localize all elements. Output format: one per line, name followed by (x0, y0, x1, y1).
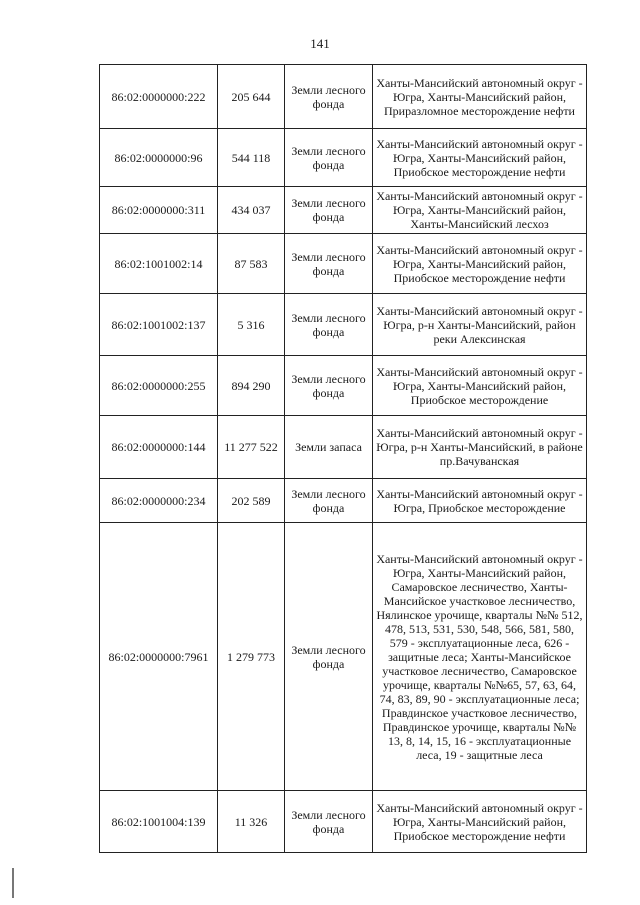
area-cell: 11 326 (218, 791, 285, 853)
table-row (100, 356, 587, 416)
cadastral-number-cell: 86:02:0000000:234 (100, 479, 218, 523)
location-cell: Ханты-Мансийский автономный округ - Югра, р-н Ханты-Мансийский, в районе пр.Вачуванская (373, 416, 587, 479)
category-cell: Земли лесного фонда (285, 523, 373, 791)
category-cell: Земли лесного фонда (285, 65, 373, 129)
location-cell: Ханты-Мансийский автономный округ - Югра, Ханты-Мансийский район, Самаровское лесничество, Ханты-Мансийское участковое лесничество, Нялинское урочище, кварталы №№ 512, 478, 513, 531, 530, 548, 566, 581, 580, 579 - эксплуатационные леса, 626 - защитные леса; Ханты-Мансийское участковое лесничество, Самаровское урочище, кварталы №№65, 57, 63, 64, 74, 83, 89, 90 - эксплуатационные леса; Правдинское участковое лесничество, Правдинское урочище, кварталы №№ 13, 8, 14, 15, 16 - эксплуатационные леса, 19 - защитные леса (373, 523, 587, 791)
cadastral-number-cell: 86:02:0000000:96 (100, 129, 218, 187)
area-cell: 434 037 (218, 187, 285, 234)
table-row (100, 294, 587, 356)
location-cell: Ханты-Мансийский автономный округ - Югра, Ханты-Мансийский район, Ханты-Мансийский лесхоз (373, 187, 587, 234)
cadastral-number-cell: 86:02:0000000:144 (100, 416, 218, 479)
area-cell: 11 277 522 (218, 416, 285, 479)
location-cell: Ханты-Мансийский автономный округ - Югра, р-н Ханты-Мансийский, район реки Алексинская (373, 294, 587, 356)
cadastral-number-cell: 86:02:0000000:311 (100, 187, 218, 234)
area-cell: 5 316 (218, 294, 285, 356)
category-cell: Земли лесного фонда (285, 234, 373, 294)
cadastral-number-cell: 86:02:0000000:222 (100, 65, 218, 129)
table-row (100, 523, 587, 791)
table-row (100, 416, 587, 479)
table-row (100, 791, 587, 853)
area-cell: 202 589 (218, 479, 285, 523)
category-cell: Земли лесного фонда (285, 187, 373, 234)
cadastral-number-cell: 86:02:1001004:139 (100, 791, 218, 853)
category-cell: Земли запаса (285, 416, 373, 479)
category-cell: Земли лесного фонда (285, 479, 373, 523)
area-cell: 205 644 (218, 65, 285, 129)
location-cell: Ханты-Мансийский автономный округ - Югра, Ханты-Мансийский район, Приобское месторождение нефти (373, 129, 587, 187)
cadastral-number-cell: 86:02:0000000:7961 (100, 523, 218, 791)
area-cell: 894 290 (218, 356, 285, 416)
location-cell: Ханты-Мансийский автономный округ - Югра, Ханты-Мансийский район, Приобское месторождение (373, 356, 587, 416)
category-cell: Земли лесного фонда (285, 129, 373, 187)
location-cell: Ханты-Мансийский автономный округ - Югра, Ханты-Мансийский район, Приобское месторождение нефти (373, 791, 587, 853)
category-cell: Земли лесного фонда (285, 791, 373, 853)
area-cell: 544 118 (218, 129, 285, 187)
page-number: 141 (310, 36, 330, 51)
area-cell: 87 583 (218, 234, 285, 294)
cadastral-number-cell: 86:02:1001002:137 (100, 294, 218, 356)
location-cell: Ханты-Мансийский автономный округ - Югра, Ханты-Мансийский район, Приобское месторождение нефти (373, 234, 587, 294)
category-cell: Земли лесного фонда (285, 356, 373, 416)
cadastral-number-cell: 86:02:0000000:255 (100, 356, 218, 416)
table-row (100, 479, 587, 523)
category-cell: Земли лесного фонда (285, 294, 373, 356)
cadastral-number-cell: 86:02:1001002:14 (100, 234, 218, 294)
location-cell: Ханты-Мансийский автономный округ - Югра, Приобское месторождение (373, 479, 587, 523)
scan-artifact-mark (12, 868, 14, 898)
location-cell: Ханты-Мансийский автономный округ - Югра, Ханты-Мансийский район, Приразломное месторождение нефти (373, 65, 587, 129)
table-row (100, 187, 587, 234)
area-cell: 1 279 773 (218, 523, 285, 791)
table-row (100, 234, 587, 294)
table-row (100, 65, 587, 129)
land-plots-table (99, 64, 587, 853)
table-row (100, 129, 587, 187)
